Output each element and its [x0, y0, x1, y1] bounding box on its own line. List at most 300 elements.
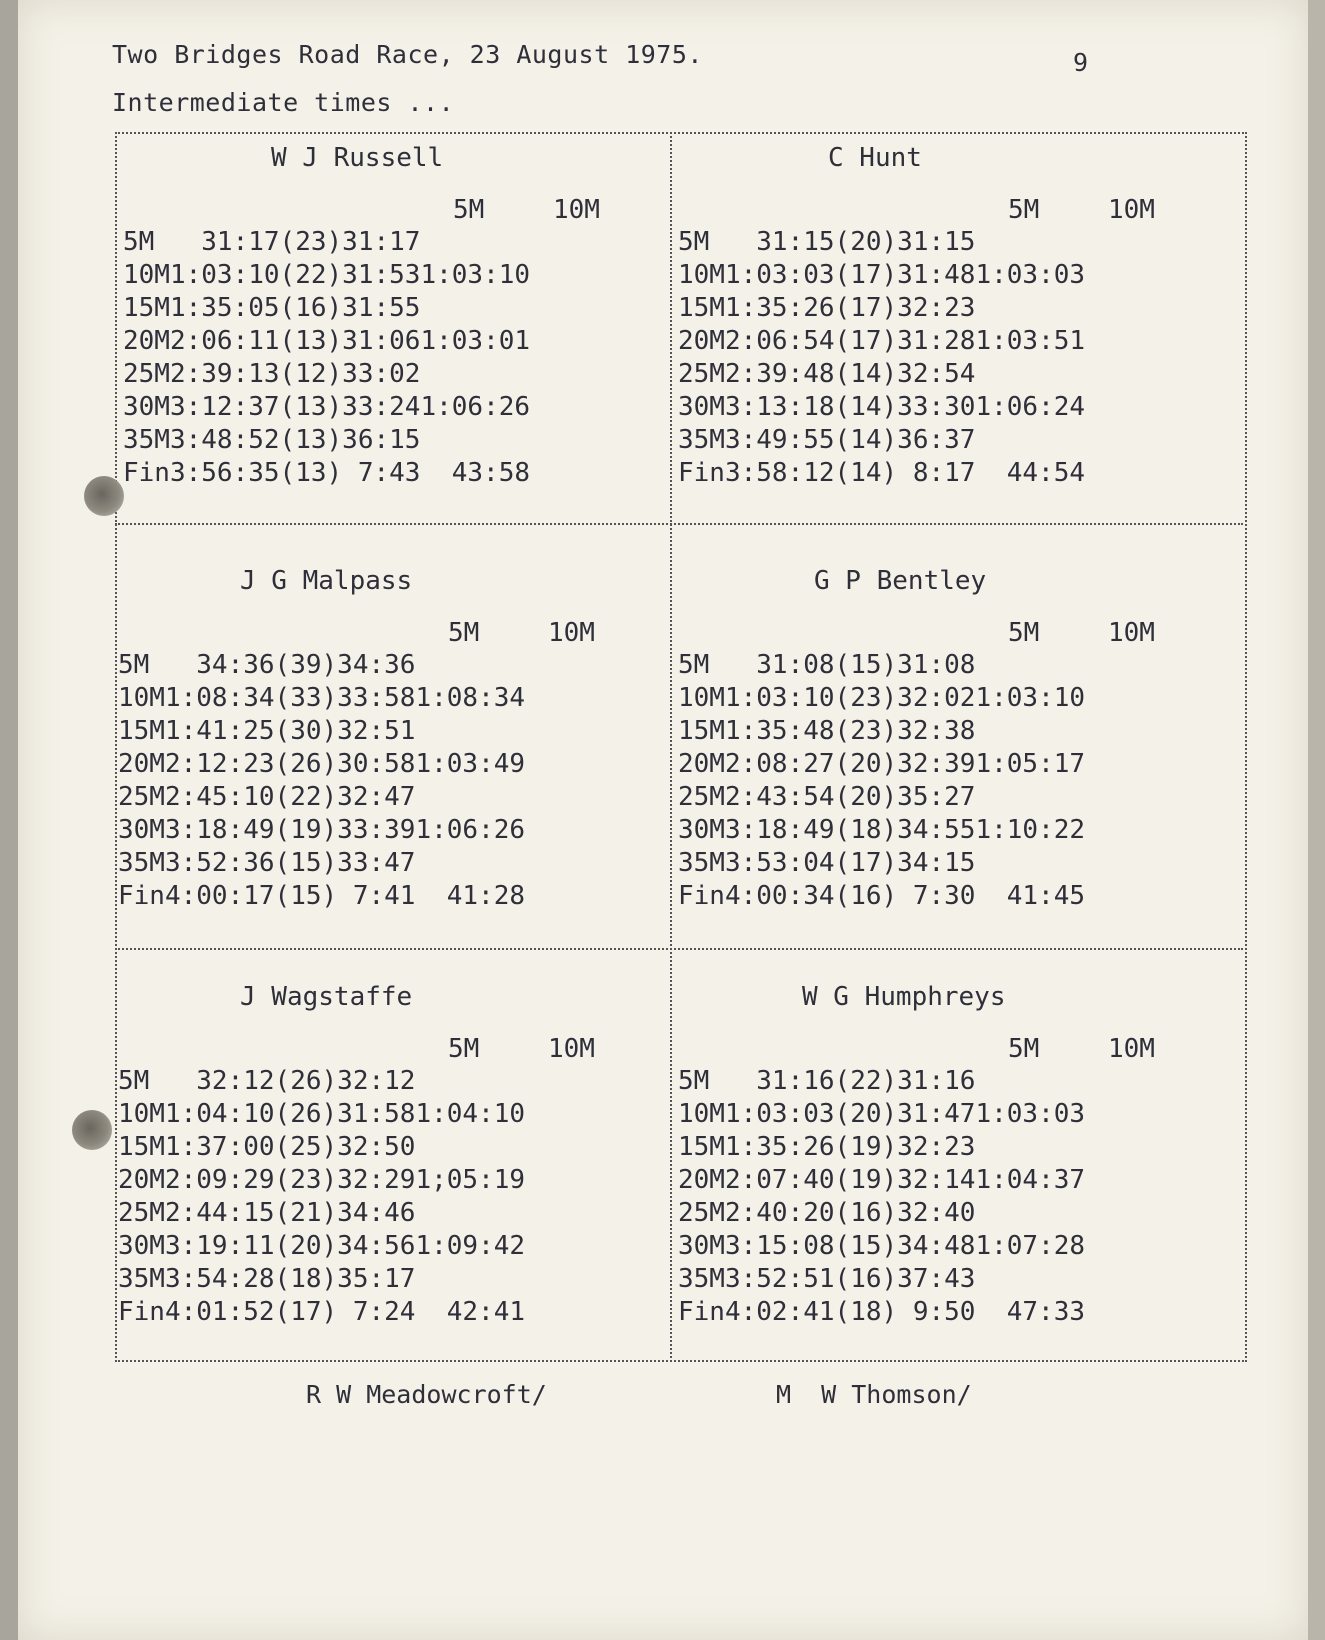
ten-mile-split: 1:03:49 [415, 749, 526, 779]
position: (22) [279, 260, 343, 290]
distance-label: Fin [678, 458, 725, 488]
runner-name: C Hunt [828, 143, 922, 173]
five-mile-split: 32:40 [897, 1198, 976, 1228]
page-number: 9 [1073, 48, 1089, 77]
five-mile-split: 32:23 [897, 293, 976, 323]
ten-mile-split: 1:03:51 [975, 326, 1086, 356]
position: (16) [834, 1198, 898, 1228]
table-row [118, 814, 525, 847]
cumulative-time: 2:43:54 [724, 782, 835, 812]
table-row [118, 1131, 525, 1164]
five-mile-split: 32:51 [337, 716, 416, 746]
ten-mile-split: 1:07:28 [975, 1231, 1086, 1261]
table-row [678, 259, 1085, 292]
distance-label: 25M [123, 359, 170, 389]
ten-mile-split: 1:10:22 [975, 815, 1086, 845]
position: (14) [834, 425, 898, 455]
ten-mile-split [975, 1065, 1085, 1098]
distance-label: Fin [678, 881, 725, 911]
cumulative-time: 2:40:20 [724, 1198, 835, 1228]
five-mile-split: 9:50 [912, 1297, 976, 1327]
ten-mile-split: 1:03:03 [975, 260, 1086, 290]
cumulative-time: 3:52:36 [164, 848, 275, 878]
cumulative-time: 2:12:23 [164, 749, 275, 779]
position: (20) [274, 1231, 338, 1261]
five-mile-split: 32:12 [337, 1066, 416, 1096]
signature-right: M W Thomson/ [776, 1380, 972, 1409]
distance-label: 10M [118, 683, 165, 713]
ten-mile-split [415, 781, 525, 814]
cumulative-time: 3:18:49 [164, 815, 275, 845]
runner-name: G P Bentley [814, 566, 987, 596]
table-row [118, 781, 525, 814]
position: (26) [274, 1066, 338, 1096]
table-row [678, 325, 1085, 358]
cumulative-time: 31:17 [201, 227, 280, 257]
distance-label: 10M [118, 1099, 165, 1129]
ten-mile-split: 42:41 [446, 1297, 526, 1327]
table-row [118, 1197, 525, 1230]
cumulative-time: 1:03:03 [724, 260, 835, 290]
ten-mile-split: 44:54 [1006, 458, 1086, 488]
five-mile-split: 33:39 [337, 815, 416, 845]
cumulative-time: 3:15:08 [724, 1231, 835, 1261]
five-mile-split: 36:37 [897, 425, 976, 455]
ten-mile-split: 1:09:42 [415, 1231, 526, 1261]
cumulative-time: 3:53:04 [724, 848, 835, 878]
cumulative-time: 3:18:49 [724, 815, 835, 845]
distance-label: 25M [118, 782, 165, 812]
distance-label: 5M [123, 227, 155, 257]
distance-label: 20M [678, 326, 725, 356]
column-header-10m: 10M [1108, 1034, 1155, 1064]
signature-left: R W Meadowcroft/ [306, 1380, 547, 1409]
table-row [678, 781, 1085, 814]
position: (18) [834, 1297, 898, 1327]
table-row [123, 259, 530, 292]
cumulative-time: 3:58:12 [724, 458, 835, 488]
table-row [118, 1296, 525, 1329]
distance-label: 5M [678, 1066, 710, 1096]
table-row [678, 457, 1085, 490]
position: (20) [834, 782, 898, 812]
table-row [678, 814, 1085, 847]
cumulative-time: 2:39:48 [724, 359, 835, 389]
distance-label: 15M [678, 1132, 725, 1162]
position: (26) [274, 749, 338, 779]
cumulative-time: 2:06:54 [724, 326, 835, 356]
cumulative-time: 3:49:55 [724, 425, 835, 455]
cumulative-time: 3:56:35 [169, 458, 280, 488]
five-mile-split: 32:23 [897, 1132, 976, 1162]
grid-vertical-divider [670, 132, 672, 1358]
cumulative-time: 1:37:00 [164, 1132, 275, 1162]
ten-mile-split: 1:03:10 [420, 260, 531, 290]
distance-label: 15M [118, 1132, 165, 1162]
distance-label: Fin [123, 458, 170, 488]
position: (14) [834, 392, 898, 422]
ten-mile-split [420, 358, 530, 391]
cumulative-time: 3:52:51 [724, 1264, 835, 1294]
cumulative-time: 1:03:10 [169, 260, 280, 290]
position: (20) [834, 227, 898, 257]
cumulative-time: 4:01:52 [164, 1297, 275, 1327]
ten-mile-split: 41:45 [1006, 881, 1086, 911]
cumulative-time: 31:16 [756, 1066, 835, 1096]
five-mile-split: 32:47 [337, 782, 416, 812]
column-header-10m: 10M [553, 195, 600, 225]
five-mile-split: 31:28 [897, 326, 976, 356]
cumulative-time: 1:41:25 [164, 716, 275, 746]
ten-mile-split: 1:06:26 [420, 392, 531, 422]
cumulative-time: 2:06:11 [169, 326, 280, 356]
cumulative-time: 1:35:26 [724, 293, 835, 323]
distance-label: 35M [678, 848, 725, 878]
five-mile-split: 30:58 [337, 749, 416, 779]
ten-mile-split [420, 226, 530, 259]
position: (15) [274, 881, 338, 911]
position: (17) [834, 326, 898, 356]
five-mile-split: 31:55 [342, 293, 421, 323]
table-row [123, 424, 530, 457]
position: (17) [834, 293, 898, 323]
distance-label: 5M [118, 650, 150, 680]
cumulative-time: 31:15 [756, 227, 835, 257]
ten-mile-split: 1:03:10 [975, 683, 1086, 713]
five-mile-split: 34:48 [897, 1231, 976, 1261]
table-row [678, 847, 1085, 880]
ten-mile-split [975, 226, 1085, 259]
five-mile-split: 32:50 [337, 1132, 416, 1162]
table-row [118, 1230, 525, 1263]
distance-label: 25M [118, 1198, 165, 1228]
column-header-5m: 5M [1008, 195, 1040, 225]
column-header-5m: 5M [453, 195, 485, 225]
ten-mile-split [975, 358, 1085, 391]
cumulative-time: 2:08:27 [724, 749, 835, 779]
ten-mile-split [975, 649, 1085, 682]
five-mile-split: 35:17 [337, 1264, 416, 1294]
distance-label: 15M [678, 716, 725, 746]
ten-mile-split [975, 781, 1085, 814]
distance-label: 5M [118, 1066, 150, 1096]
position: (39) [274, 650, 338, 680]
distance-label: 15M [118, 716, 165, 746]
column-header-5m: 5M [448, 618, 480, 648]
position: (33) [274, 683, 338, 713]
cumulative-time: 2:45:10 [164, 782, 275, 812]
position: (17) [834, 848, 898, 878]
position: (21) [274, 1198, 338, 1228]
position: (18) [834, 815, 898, 845]
table-row [123, 226, 530, 259]
cumulative-time: 2:39:13 [169, 359, 280, 389]
distance-label: 10M [678, 683, 725, 713]
column-header-10m: 10M [1108, 195, 1155, 225]
distance-label: 35M [123, 425, 170, 455]
ten-mile-split: 47:33 [1006, 1297, 1086, 1327]
ten-mile-split: 1:03:01 [420, 326, 531, 356]
five-mile-split: 7:24 [352, 1297, 416, 1327]
cumulative-time: 2:09:29 [164, 1165, 275, 1195]
position: (16) [834, 881, 898, 911]
cumulative-time: 4:00:34 [724, 881, 835, 911]
table-row [118, 649, 525, 682]
split-times-table [118, 649, 525, 913]
ten-mile-split: 1:08:34 [415, 683, 526, 713]
position: (30) [274, 716, 338, 746]
table-row [118, 1164, 525, 1197]
five-mile-split: 31:53 [342, 260, 421, 290]
distance-label: 25M [678, 359, 725, 389]
ten-mile-split [975, 424, 1085, 457]
page-subtitle: Intermediate times ... [112, 88, 455, 117]
position: (13) [279, 425, 343, 455]
five-mile-split: 34:55 [897, 815, 976, 845]
ten-mile-split: 1:06:26 [415, 815, 526, 845]
position: (19) [834, 1165, 898, 1195]
ten-mile-split [415, 847, 525, 880]
page-title: Two Bridges Road Race, 23 August 1975. [112, 40, 703, 69]
position: (18) [274, 1264, 338, 1294]
cumulative-time: 1:35:26 [724, 1132, 835, 1162]
five-mile-split: 33:30 [897, 392, 976, 422]
ten-mile-split [975, 847, 1085, 880]
five-mile-split: 32:38 [897, 716, 976, 746]
cumulative-time: 1:08:34 [164, 683, 275, 713]
position: (22) [274, 782, 338, 812]
split-times-table [118, 1065, 525, 1329]
position: (23) [274, 1165, 338, 1195]
table-row [678, 358, 1085, 391]
five-mile-split: 31:47 [897, 1099, 976, 1129]
five-mile-split: 7:43 [357, 458, 421, 488]
ten-mile-split [975, 1263, 1085, 1296]
runner-name: W J Russell [271, 143, 444, 173]
cumulative-time: 1:35:48 [724, 716, 835, 746]
distance-label: 35M [678, 425, 725, 455]
cumulative-time: 2:44:15 [164, 1198, 275, 1228]
ten-mile-split [420, 424, 530, 457]
five-mile-split: 8:17 [912, 458, 976, 488]
table-row [678, 424, 1085, 457]
table-row [678, 715, 1085, 748]
position: (16) [279, 293, 343, 323]
distance-label: Fin [678, 1297, 725, 1327]
position: (17) [834, 260, 898, 290]
distance-label: 5M [678, 650, 710, 680]
five-mile-split: 32:14 [897, 1165, 976, 1195]
five-mile-split: 35:27 [897, 782, 976, 812]
position: (20) [834, 749, 898, 779]
five-mile-split: 33:24 [342, 392, 421, 422]
split-times-table [678, 226, 1085, 490]
table-row [118, 1263, 525, 1296]
ten-mile-split [415, 649, 525, 682]
distance-label: 20M [678, 1165, 725, 1195]
position: (20) [834, 1099, 898, 1129]
five-mile-split: 32:29 [337, 1165, 416, 1195]
ten-mile-split: 1:05:17 [975, 749, 1086, 779]
column-header-10m: 10M [548, 618, 595, 648]
distance-label: 30M [118, 815, 165, 845]
five-mile-split: 31:06 [342, 326, 421, 356]
table-row [118, 1065, 525, 1098]
cumulative-time: 3:13:18 [724, 392, 835, 422]
table-row [678, 226, 1085, 259]
ten-mile-split [975, 292, 1085, 325]
cumulative-time: 3:12:37 [169, 392, 280, 422]
ten-mile-split [975, 715, 1085, 748]
split-times-table [123, 226, 530, 490]
distance-label: Fin [118, 1297, 165, 1327]
five-mile-split: 31:48 [897, 260, 976, 290]
position: (12) [279, 359, 343, 389]
five-mile-split: 32:02 [897, 683, 976, 713]
column-header-5m: 5M [1008, 1034, 1040, 1064]
cumulative-time: 34:36 [196, 650, 275, 680]
five-mile-split: 7:30 [912, 881, 976, 911]
runner-name: J G Malpass [240, 566, 413, 596]
position: (15) [834, 1231, 898, 1261]
table-row [123, 457, 530, 490]
five-mile-split: 31:16 [897, 1066, 976, 1096]
table-row [678, 1230, 1085, 1263]
distance-label: 35M [118, 1264, 165, 1294]
distance-label: 15M [123, 293, 170, 323]
split-times-table [678, 649, 1085, 913]
runner-name: W G Humphreys [802, 982, 1006, 1012]
five-mile-split: 34:56 [337, 1231, 416, 1261]
distance-label: 10M [678, 260, 725, 290]
binding-edge [0, 0, 18, 1640]
ten-mile-split [415, 1065, 525, 1098]
ten-mile-split: 1:03:03 [975, 1099, 1086, 1129]
distance-label: 25M [678, 782, 725, 812]
five-mile-split: 34:15 [897, 848, 976, 878]
table-row [678, 292, 1085, 325]
table-row [678, 1098, 1085, 1131]
table-row [118, 748, 525, 781]
table-row [123, 292, 530, 325]
cumulative-time: 1:03:03 [724, 1099, 835, 1129]
table-row [118, 880, 525, 913]
distance-label: 35M [678, 1264, 725, 1294]
table-row [678, 391, 1085, 424]
position: (23) [834, 683, 898, 713]
five-mile-split: 7:41 [352, 881, 416, 911]
position: (17) [274, 1297, 338, 1327]
position: (25) [274, 1132, 338, 1162]
table-row [678, 649, 1085, 682]
five-mile-split: 31:15 [897, 227, 976, 257]
punch-hole [84, 476, 124, 516]
position: (13) [279, 458, 343, 488]
position: (13) [279, 392, 343, 422]
cumulative-time: 2:07:40 [724, 1165, 835, 1195]
ten-mile-split: 1:06:24 [975, 392, 1086, 422]
ten-mile-split [415, 1131, 525, 1164]
ten-mile-split: 1:04:10 [415, 1099, 526, 1129]
cumulative-time: 4:00:17 [164, 881, 275, 911]
ten-mile-split [975, 1197, 1085, 1230]
ten-mile-split [420, 292, 530, 325]
five-mile-split: 32:39 [897, 749, 976, 779]
table-row [118, 715, 525, 748]
distance-label: 35M [118, 848, 165, 878]
ten-mile-split [415, 1263, 525, 1296]
cumulative-time: 3:48:52 [169, 425, 280, 455]
five-mile-split: 31:08 [897, 650, 976, 680]
cumulative-time: 1:35:05 [169, 293, 280, 323]
table-row [678, 682, 1085, 715]
table-row [118, 1098, 525, 1131]
ten-mile-split [415, 1197, 525, 1230]
distance-label: 10M [123, 260, 170, 290]
position: (23) [279, 227, 343, 257]
runner-name: J Wagstaffe [240, 982, 413, 1012]
five-mile-split: 34:46 [337, 1198, 416, 1228]
five-mile-split: 34:36 [337, 650, 416, 680]
five-mile-split: 33:58 [337, 683, 416, 713]
table-row [678, 1197, 1085, 1230]
distance-label: 20M [118, 1165, 165, 1195]
grid-horizontal-divider [115, 523, 1243, 525]
cumulative-time: 1:03:10 [724, 683, 835, 713]
distance-label: 20M [118, 749, 165, 779]
table-row [678, 748, 1085, 781]
column-header-5m: 5M [1008, 618, 1040, 648]
distance-label: 30M [118, 1231, 165, 1261]
ten-mile-split: 43:58 [451, 458, 531, 488]
position: (15) [834, 650, 898, 680]
five-mile-split: 31:17 [342, 227, 421, 257]
distance-label: 30M [123, 392, 170, 422]
table-row [123, 391, 530, 424]
cumulative-time: 31:08 [756, 650, 835, 680]
distance-label: 20M [678, 749, 725, 779]
distance-label: Fin [118, 881, 165, 911]
position: (13) [279, 326, 343, 356]
position: (19) [834, 1132, 898, 1162]
column-header-10m: 10M [548, 1034, 595, 1064]
distance-label: 25M [678, 1198, 725, 1228]
distance-label: 10M [678, 1099, 725, 1129]
position: (14) [834, 458, 898, 488]
table-row [123, 325, 530, 358]
distance-label: 30M [678, 392, 725, 422]
five-mile-split: 33:02 [342, 359, 421, 389]
table-row [678, 1164, 1085, 1197]
five-mile-split: 33:47 [337, 848, 416, 878]
position: (26) [274, 1099, 338, 1129]
five-mile-split: 36:15 [342, 425, 421, 455]
cumulative-time: 32:12 [196, 1066, 275, 1096]
split-times-table [678, 1065, 1085, 1329]
position: (19) [274, 815, 338, 845]
position: (16) [834, 1264, 898, 1294]
five-mile-split: 31:58 [337, 1099, 416, 1129]
five-mile-split: 32:54 [897, 359, 976, 389]
position: (14) [834, 359, 898, 389]
distance-label: 30M [678, 1231, 725, 1261]
table-row [118, 847, 525, 880]
table-row [678, 1263, 1085, 1296]
position: (23) [834, 716, 898, 746]
cumulative-time: 3:54:28 [164, 1264, 275, 1294]
table-row [123, 358, 530, 391]
ten-mile-split: 1;05:19 [415, 1165, 526, 1195]
